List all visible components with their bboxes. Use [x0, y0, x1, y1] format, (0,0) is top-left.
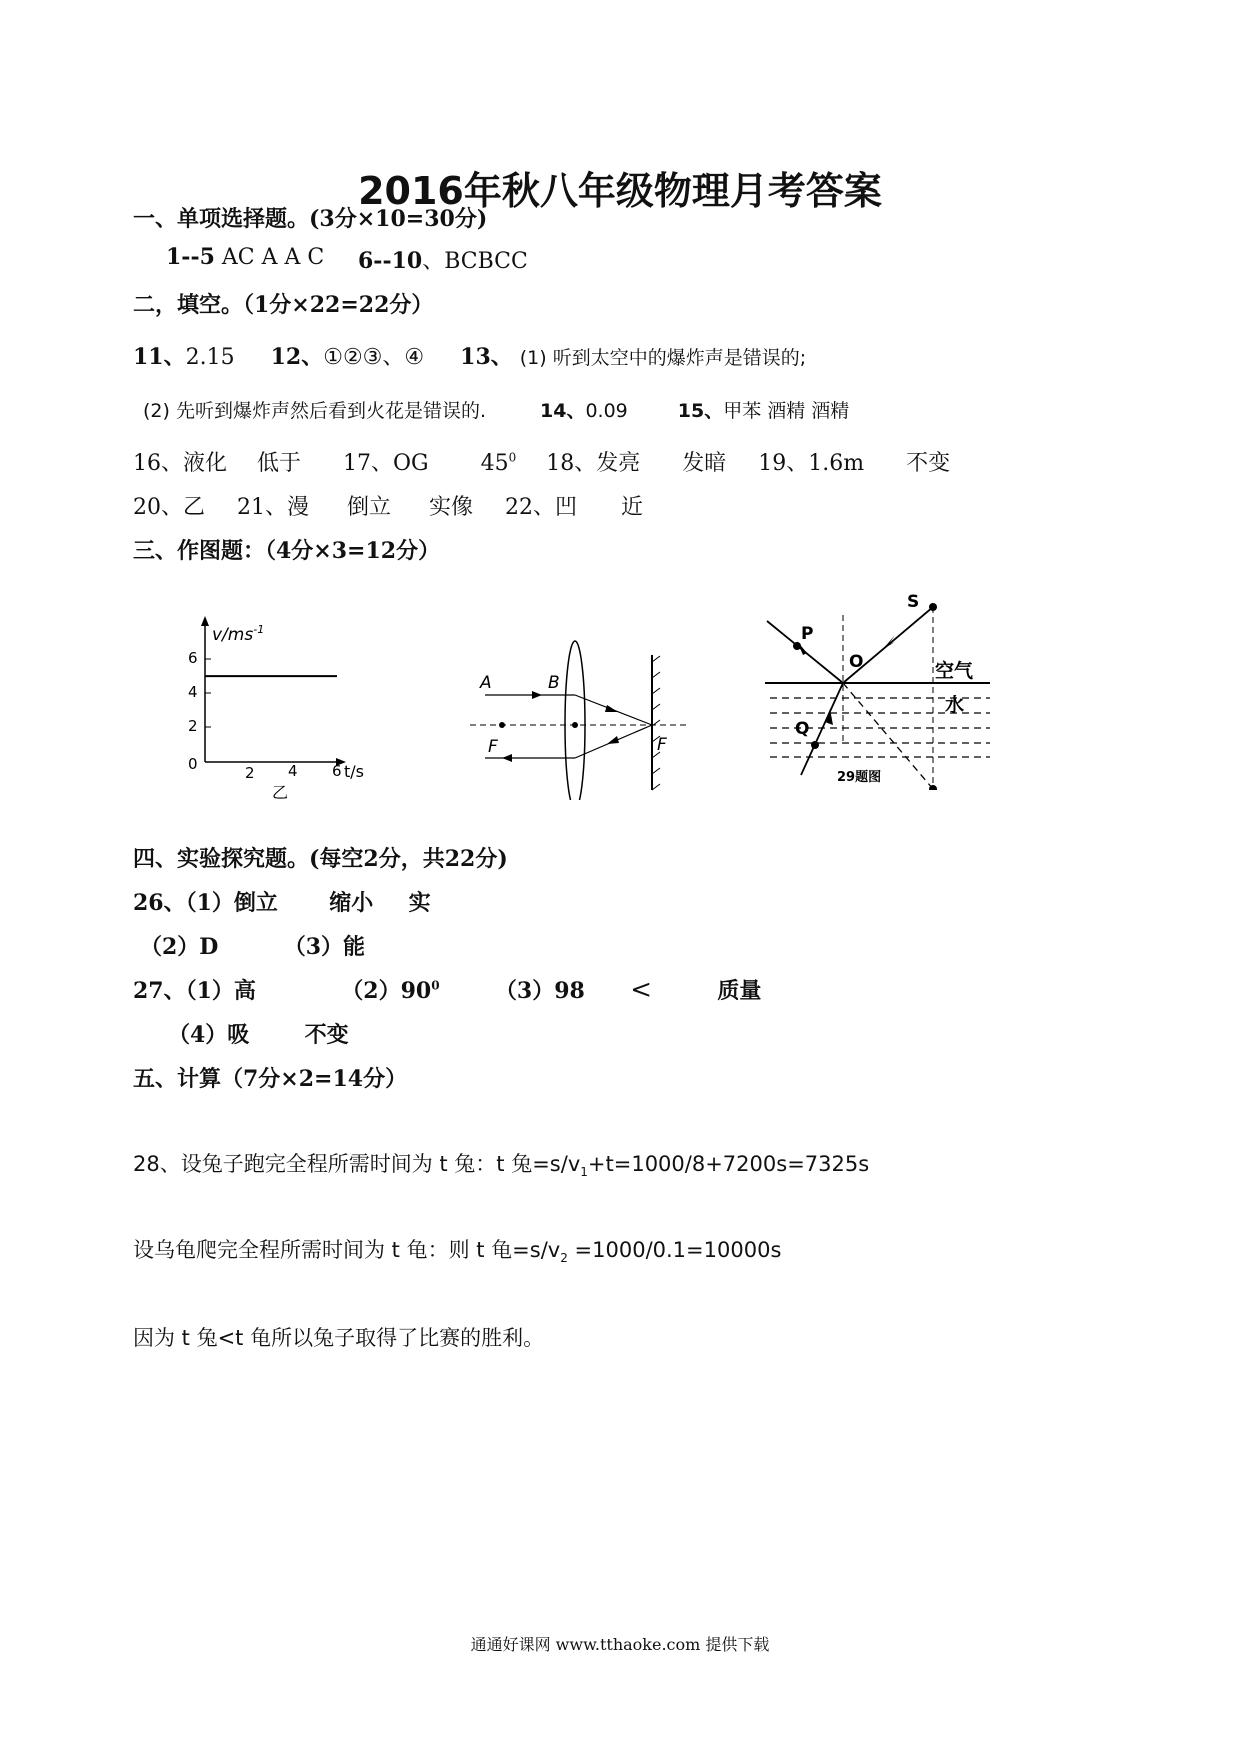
fill-row-13-15 — [143, 396, 849, 423]
incident-ray-arrow — [532, 691, 542, 699]
q27-line2 — [168, 1018, 349, 1049]
label-Q: Q — [795, 719, 810, 739]
q22-answer-b: 近 — [621, 495, 644, 520]
q14-number: 14、 — [540, 400, 586, 422]
q12-number: 12、 — [270, 344, 324, 370]
q21-answer-c: 实像 — [429, 495, 474, 520]
emergent-ray-arrow — [502, 754, 512, 762]
fill-row-20-22 — [133, 490, 643, 521]
q28-rabbit-line: 28、设兔子跑完全程所需时间为 t 兔：t 兔$=s/v_1+t=1000/8+7200s=7325s$ — [133, 1152, 870, 1180]
choice-values-6-10: 、BCBCC — [422, 249, 528, 274]
q15-answer: 甲苯 酒精 酒精 — [723, 400, 850, 422]
q15-number: 15、 — [677, 400, 724, 422]
graph-y-arrow — [201, 616, 209, 626]
choice-values-1-5: AC A A C — [221, 245, 325, 270]
q26-line2 — [140, 930, 365, 961]
q11-number: 11、 — [133, 344, 186, 370]
section-2-heading: 二，填空。（1分×22=22分） — [133, 292, 434, 318]
q14-answer: 0.09 — [585, 400, 628, 422]
refracted-ray-arrow — [605, 705, 618, 712]
q26-answer-1: 26、（1）倒立 — [133, 890, 278, 916]
graph-ylabel: $v/ms^{-1}$ — [212, 623, 265, 645]
q16-answer-b: 低于 — [257, 451, 302, 476]
q13-part1: (1) 听到太空中的爆炸声是错误的; — [519, 347, 807, 369]
footer-source: 通通好课网 www.tthaoke.com 提供下载 — [470, 1635, 770, 1654]
q16-answer: 16、液化 — [133, 451, 227, 476]
label-A: A — [480, 673, 492, 693]
focus-point-left — [499, 722, 505, 728]
lens-center — [572, 722, 578, 728]
y-tick-6: 6 — [188, 649, 198, 667]
velocity-time-graph — [180, 610, 410, 810]
section-5-heading: 五、计算（7分×2=14分） — [133, 1066, 408, 1092]
q26-answer-1c: 实 — [408, 890, 431, 916]
q19-answer: 19、1.6m — [758, 451, 865, 476]
graph-caption: 乙 — [272, 783, 289, 802]
choice-label-6-10: 6--10 — [358, 248, 423, 274]
label-P: P — [801, 624, 814, 644]
y-tick-0: 0 — [188, 755, 198, 773]
q18-answer: 18、发亮 — [546, 451, 641, 476]
label-O: O — [849, 652, 864, 672]
choice-label-1-5: 1--5 — [166, 244, 215, 270]
y-tick-2: 2 — [188, 717, 198, 735]
q27-answer-1: 27、（1）高 — [133, 978, 256, 1004]
q17-answer: 17、OG — [343, 451, 429, 476]
q11-answer: 2.15 — [185, 345, 235, 370]
q20-answer: 20、乙 — [133, 495, 205, 520]
point-P — [793, 642, 801, 650]
q26-answer-3: （3）能 — [283, 934, 366, 960]
section-4-heading: 四、实验探究题。(每空2分，共22分) — [133, 846, 508, 872]
y-tick-4: 4 — [188, 683, 198, 701]
q27-answer-4b: 不变 — [304, 1022, 349, 1048]
choice-answers-6-10 — [358, 244, 528, 275]
q13-number: 13、 — [460, 344, 513, 370]
q18-answer-b: 发暗 — [682, 451, 727, 476]
label-S: S — [907, 592, 920, 612]
q26-answer-1b: 缩小 — [329, 890, 374, 916]
label-F-left: F — [488, 737, 498, 757]
refracted-arrow — [825, 709, 833, 725]
q27-answer-2: $(2)90^0$ — [341, 978, 440, 1004]
q28-conclusion: 因为 t 兔<t 龟所以兔子取得了比赛的胜利。 — [133, 1326, 545, 1350]
q26-line1 — [133, 886, 431, 917]
label-F-right: F — [657, 735, 667, 755]
lens-mirror-diagram — [460, 600, 700, 800]
section-1-heading: 一、单项选择题。(3分×10=30分) — [133, 206, 488, 232]
q27-answer-4: （4）吸 — [168, 1022, 250, 1048]
reflected-ray-arrow — [607, 736, 619, 744]
q27-answer-3: （3）98 — [494, 978, 585, 1004]
fill-row-16-19 — [133, 446, 950, 477]
q21-answer-b: 倒立 — [347, 495, 392, 520]
graph-xlabel: t/s — [344, 762, 364, 781]
q27-line1 — [133, 974, 761, 1005]
choice-answers-1-5 — [166, 244, 324, 270]
point-S — [929, 603, 937, 611]
refraction-diagram — [755, 585, 1000, 790]
incident-arrow — [883, 635, 895, 649]
q27-less-than: < — [630, 975, 652, 1005]
mirror-hatching — [652, 656, 660, 790]
label-B: B — [548, 673, 560, 693]
q19-answer-b: 不变 — [906, 451, 951, 476]
q22-answer: 22、凹 — [505, 495, 578, 520]
q26-answer-2: （2）D — [140, 934, 219, 960]
label-water: 水 — [945, 694, 965, 716]
fill-row-11-13 — [133, 340, 806, 371]
x-tick-2: 2 — [245, 764, 255, 782]
q12-answer: ①②③、④ — [323, 345, 425, 370]
page-title: 2016年秋八年级物理月考答案 — [358, 169, 882, 213]
q13-part2: (2) 先听到爆炸声然后看到火花是错误的. — [143, 400, 486, 422]
section-3-heading: 三、作图题：（4分×3=12分） — [133, 538, 441, 564]
q17-angle: $45^0$ — [480, 450, 517, 476]
q21-answer: 21、漫 — [237, 495, 309, 520]
point-Q — [811, 741, 819, 749]
convex-lens — [565, 641, 585, 800]
q27-mass: 质量 — [717, 978, 762, 1004]
x-tick-4: 4 — [288, 762, 298, 780]
diagram-caption: 29题图 — [837, 770, 882, 785]
x-tick-6: 6 — [332, 762, 342, 780]
degree-mark: 0 — [508, 450, 517, 465]
q28-turtle-line: 设乌龟爬完全程所需时间为 t 龟：则 t 龟$=s/v_2 =1000/0.1=10000s$ — [133, 1238, 782, 1266]
label-air: 空气 — [935, 660, 974, 682]
